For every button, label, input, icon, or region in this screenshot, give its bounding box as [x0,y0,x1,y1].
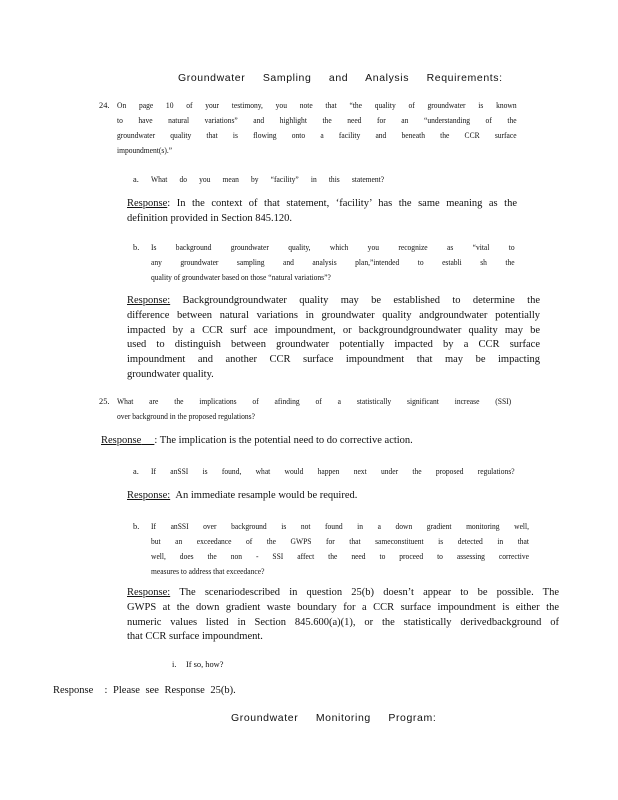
question-24b-line: any groundwater sampling and analysis plan,”intended to establi sh the [151,258,515,267]
response-label: Response [101,435,142,446]
response-text: : In the context of that statement, ‘facility’ has the same meaning as the [167,198,517,209]
question-25-text [117,394,511,424]
question-24a-line: What do you mean by “facility” in this statement? [151,175,385,184]
question-24a-text [151,172,384,187]
question-25b-label: b. [133,522,140,531]
section-heading-sampling: Groundwater Sampling and Analysis Requirements: [178,72,503,84]
question-25a-line: If anSSI is found, what would happen next under the proposed regulations? [151,467,515,476]
response-24b-line [127,294,540,309]
question-25a-label: a. [133,467,139,476]
response-24a-line: definition provided in Section 845.120. [127,212,293,224]
question-25bi-label: i. [172,660,177,669]
response-24b-line: difference between natural variations in groundwater quality andgroundwater potentially [127,309,540,321]
question-25-number: 25. [99,397,110,406]
response-25-line [101,434,461,449]
response-text: The scenariodescribed in question 25(b) doesn’t appear to be possible. The [179,587,560,598]
response-25b-line: GWPS at the down gradient waste boundary for a CCR surface impoundment is either the [127,601,559,613]
question-24-line: to have natural variations” and highlight the need for an “understanding of the [117,116,517,125]
question-25b-text [151,519,529,579]
response-label: Response: [127,490,171,501]
response-25b-line [127,586,559,601]
response-text: Backgroundgroundwater quality may be established to determine the [182,295,541,306]
question-24b-line: Is background groundwater quality, which you recognize as “vital to [151,243,515,252]
question-24-line: impoundment(s).” [117,146,173,155]
response-24b-line: impacted by a CCR surf ace impoundment, or backgroundgroundwater quality may be [127,324,540,336]
response-24b-line: used to distinguish between groundwater potentially impacted by a CCR surface [127,339,540,351]
response-25a-line [127,489,487,504]
question-24-text [117,98,517,158]
question-24-line: On page 10 of your testimony, you note that “the quality of groundwater is known [117,101,517,110]
response-24b-line: groundwater quality. [127,368,214,380]
question-25b-line: measures to address that exceedance? [151,567,265,576]
response-25bi [53,684,353,699]
question-24b-line: quality of groundwater based on those “natural variations”? [151,273,331,282]
question-24-line: groundwater quality that is flowing onto a facility and beneath the CCR surface [117,131,517,140]
question-25-line: What are the implications of afinding of a statistically significant increase (SSI) [117,397,512,406]
response-25 [101,434,461,449]
question-24b-text [151,240,515,285]
response-text: : The implication is the potential need to do corrective action. [154,435,413,446]
response-text: : Please see Response 25(b). [104,685,236,696]
response-label: Response: [127,587,171,598]
question-25bi-text: If so, how? [186,660,224,669]
response-label: Response: [127,295,171,306]
question-25b-line: but an exceedance of the GWPS for that sameconstituent is detected in that [151,537,529,546]
question-24b-label: b. [133,243,140,252]
question-25b-line: well, does the non - SSI affect the need to proceed to assessing corrective [151,552,529,561]
question-24-number: 24. [99,101,110,110]
question-25b-line: If anSSI over background is not found in a down gradient monitoring well, [151,522,529,531]
response-25b-line: that CCR surface impoundment. [127,631,263,643]
question-25-line: over background in the proposed regulations? [117,412,255,421]
question-24a-label: a. [133,175,139,184]
section-heading-monitoring: Groundwater Monitoring Program: [231,712,437,724]
response-24a-line [127,197,517,212]
response-25a [127,489,487,504]
response-24a [127,197,517,227]
response-25b-line: numeric values listed in Section 845.600(a)(1), or the statistically derivedbackground of [127,616,559,628]
question-25a-text [151,464,515,479]
response-text: An immediate resample would be required. [175,490,358,501]
response-24b-line: impoundment and another CCR surface impoundment that may be impacting [127,354,540,366]
response-label: Response [127,198,168,209]
response-24b [127,294,540,383]
response-label: Response [53,685,94,696]
response-25bi-line [53,684,353,699]
response-25b [127,586,559,645]
